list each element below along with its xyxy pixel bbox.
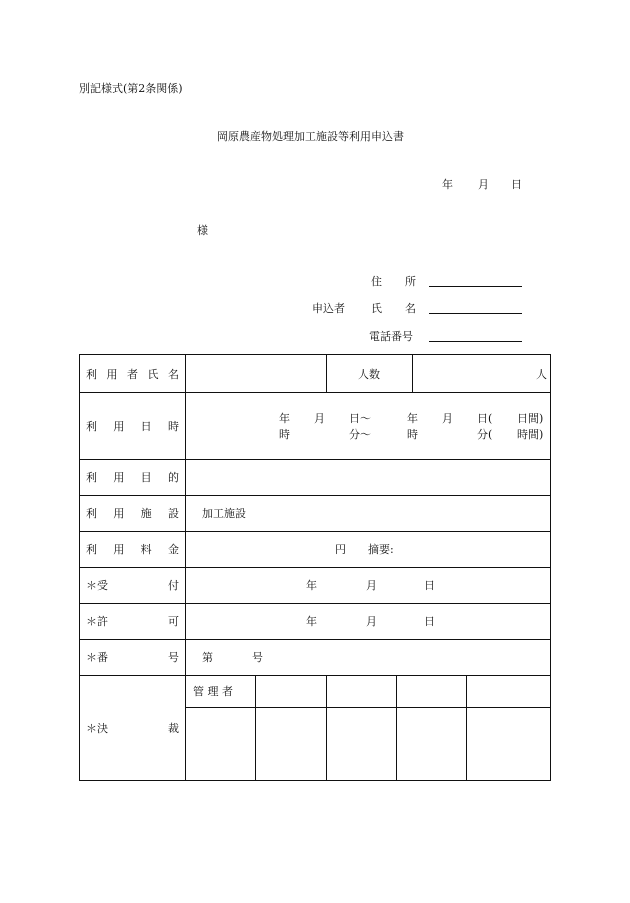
start-hour: 時: [279, 428, 290, 441]
name-field[interactable]: [429, 313, 522, 314]
end-day: 日(: [477, 412, 493, 425]
fee-label: 利 用 料 金: [86, 543, 179, 556]
receipt-month: 月: [366, 579, 377, 592]
permit-year: 年: [306, 615, 317, 628]
datetime-field[interactable]: [186, 393, 550, 459]
start-minute: 分〜: [349, 428, 371, 441]
hours-count: 時間): [517, 428, 544, 441]
headcount-label: 人数: [358, 367, 380, 381]
manager-label: 管 理 者: [193, 685, 233, 698]
end-minute: 分(: [477, 428, 493, 441]
user-name-field[interactable]: [186, 355, 326, 392]
address-label-1: 住: [371, 275, 382, 288]
receipt-day: 日: [424, 579, 435, 592]
number-prefix: 第: [202, 651, 213, 664]
fee-yen-label: 円: [335, 543, 346, 556]
datetime-label: 利 用 日 時: [86, 419, 179, 433]
name-label-2: 名: [405, 302, 416, 315]
stamp-box-1[interactable]: [186, 708, 255, 780]
date-day-label: 日: [511, 178, 522, 191]
applicant-label: 申込者: [312, 302, 345, 315]
application-table: [79, 354, 551, 781]
addressee-suffix: 様: [197, 224, 208, 237]
form-reference: 別記様式(第2条関係): [79, 82, 183, 95]
date-year-label: 年: [442, 178, 453, 191]
stamp-box-3[interactable]: [327, 676, 396, 780]
permit-day: 日: [424, 615, 435, 628]
document-title: 岡原農産物処理加工施設等利用申込書: [217, 130, 404, 143]
stamp-box-4[interactable]: [397, 676, 466, 780]
start-year: 年: [279, 412, 290, 425]
purpose-field[interactable]: [186, 459, 550, 495]
facility-label: 利 用 施 設: [86, 507, 179, 520]
permit-month: 月: [366, 615, 377, 628]
start-month: 月: [314, 412, 325, 425]
facility-value: 加工施設: [202, 507, 246, 520]
stamp-box-2[interactable]: [256, 676, 326, 780]
receipt-label: ＊受 付: [86, 579, 179, 592]
end-hour: 時: [407, 428, 418, 441]
fee-summary-label: 摘要:: [368, 543, 394, 556]
end-year: 年: [407, 412, 418, 425]
date-month-label: 月: [478, 178, 489, 191]
user-name-label: 利 用 者 氏 名: [86, 367, 179, 381]
receipt-year: 年: [306, 579, 317, 592]
number-label: ＊番 号: [86, 651, 179, 664]
phone-field[interactable]: [429, 341, 522, 342]
end-month: 月: [442, 412, 453, 425]
days-count: 日間): [517, 412, 544, 425]
number-suffix: 号: [252, 651, 263, 664]
permit-label: ＊許 可: [86, 615, 179, 628]
purpose-label: 利 用 目 的: [86, 471, 179, 484]
headcount-unit: 人: [536, 367, 547, 381]
decision-label: ＊決 裁: [86, 721, 179, 735]
name-label-1: 氏: [371, 302, 382, 315]
start-day: 日〜: [349, 412, 371, 425]
address-field[interactable]: [429, 286, 522, 287]
stamp-box-5[interactable]: [467, 676, 550, 780]
address-label-2: 所: [405, 275, 416, 288]
phone-label: 電話番号: [369, 330, 413, 343]
